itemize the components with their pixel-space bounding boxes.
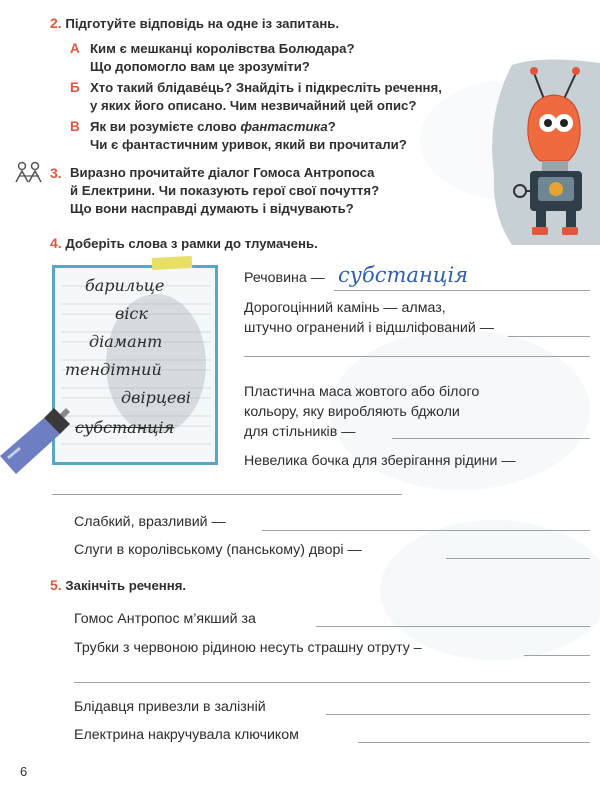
q4-title: 4. Доберіть слова з рамки до тлумачень. [50,235,318,251]
frame-word: двірцеві [121,388,191,407]
frame-word: віск [115,304,148,323]
reading-pair-icon [14,160,44,186]
answer-line [508,336,590,337]
answer-line [334,290,590,291]
def-3: Пластична маса жовтого або білого кольору, яку виробляють бджоли для стільників — [244,384,480,440]
q2-item-b: Б Хто такий блідаве́ць? Знайдіть і підкресліть речення, у яких його описано. Чим незвичайний цей опис? [70,80,442,113]
frame-word-crossed: субстанція [75,418,175,437]
frame-word: діамант [89,332,163,351]
answer-line [244,356,590,357]
q2-title: 2. Підготуйте відповідь на одне із запитань. [50,15,340,31]
answer-line [52,494,402,495]
frame-word: барильце [85,276,165,295]
answer-line [326,714,590,715]
q2-item-a: А Ким є мешканці королівства Болюдара? Що допомогло вам це зрозуміти? [70,41,355,74]
answer-line [262,530,590,531]
q3-text: 3. Виразно прочитайте діалог Гомоса Антропоса й Електрини. Чи показують герої свої почуття? Що вони насправді думають і відчувають? [50,165,380,216]
q5-sentence-2: Трубки з червоною рідиною несуть страшну отруту – [74,640,422,656]
marker-icon [0,396,70,486]
def-1-answer: субстанція [338,263,469,287]
answer-line [524,655,590,656]
def-4: Невелика бочка для зберігання рідини — [244,453,516,469]
q5-sentence-1: Гомос Антропос м’якший за [74,611,256,627]
q3-number: 3. [50,165,62,181]
answer-line [358,742,590,743]
answer-line [446,558,590,559]
q2-item-c: В Як ви розумієте слово фантастика? Чи є фантастичним уривок, який ви прочитали? [70,119,407,152]
frame-word: тендітний [65,360,162,379]
q5-title: 5. Закінчіть речення. [50,577,187,593]
q5-number: 5. [50,577,62,593]
robot-illustration [472,55,600,245]
def-1: Речовина — [244,270,325,286]
q4-number: 4. [50,235,62,251]
word-frame [52,265,218,465]
q5-sentence-4: Електрина накручувала ключиком [74,727,299,743]
answer-line [316,626,590,627]
answer-line [74,682,590,683]
page-number: 6 [20,764,28,779]
q2-number: 2. [50,15,62,31]
def-5: Слабкий, вразливий — [74,514,226,530]
def-2: Дорогоцінний камінь — алмаз, штучно огранений і відшліфований — [244,300,494,336]
q5-sentence-3: Блідавця привезли в залізній [74,699,266,715]
tape [152,256,193,270]
answer-line [392,438,590,439]
def-6: Слуги в королівському (панському) дворі — [74,542,362,558]
